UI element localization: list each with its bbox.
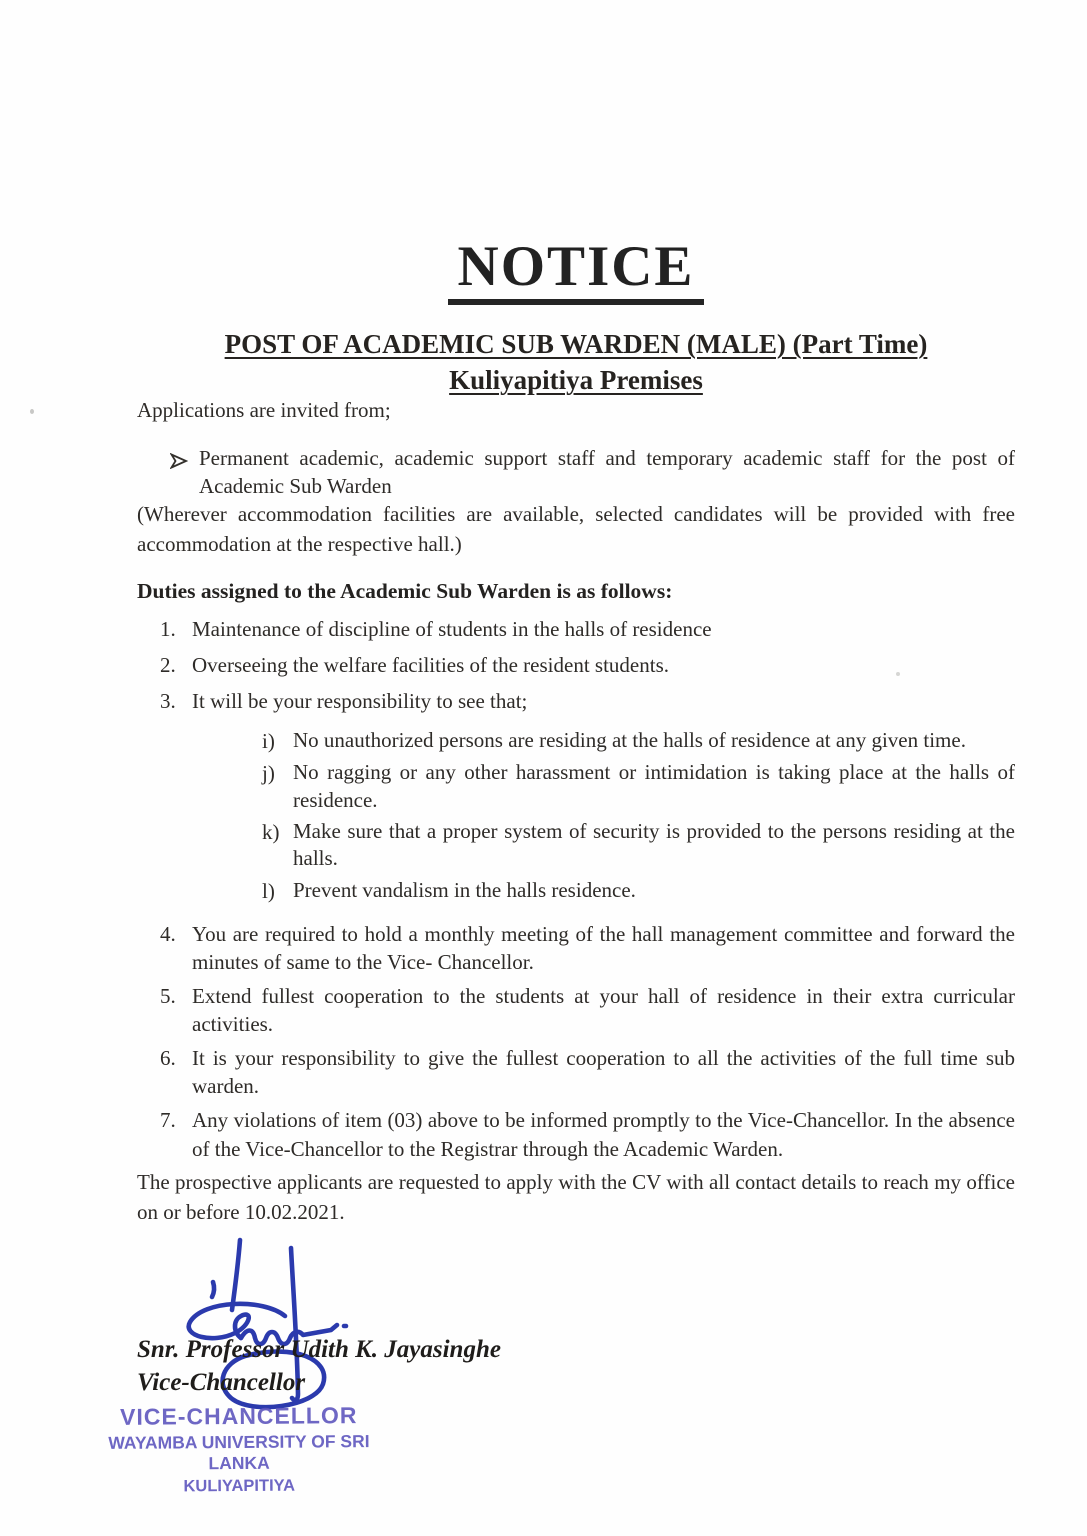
duty-number: 5. xyxy=(160,983,176,1008)
arrow-bullet-icon xyxy=(170,444,199,500)
premises-subtitle xyxy=(137,365,1015,396)
scan-artifact xyxy=(896,672,900,676)
intro-text: Applications are invited from; xyxy=(137,398,391,423)
page-title xyxy=(137,235,1015,305)
responsibility-sublist xyxy=(137,727,1015,904)
sub-duty-text: Prevent vandalism in the halls residence. xyxy=(293,877,636,902)
eligibility-bullet-text: Permanent academic, academic support staff and temporary academic staff for the post of Academic Sub Warden xyxy=(199,446,1015,499)
sub-duty-item-k xyxy=(137,818,1015,873)
sub-duty-item-l xyxy=(137,877,1015,905)
signatory-role: Vice-Chancellor xyxy=(137,1369,306,1396)
premises-subtitle-text: Kuliyapitiya Premises xyxy=(449,365,703,396)
duty-number: 1. xyxy=(160,616,176,641)
sub-duty-letter: i) xyxy=(262,729,275,754)
accommodation-note: (Wherever accommodation facilities are available, selected candidates will be provided with free accommodation at the respective hall.) xyxy=(137,502,1015,557)
page-title-text: NOTICE xyxy=(448,238,705,305)
duty-number: 6. xyxy=(160,1045,176,1070)
scan-artifact xyxy=(30,409,34,414)
sub-duty-letter: l) xyxy=(262,878,275,903)
duty-text: It is your responsibility to give the fullest cooperation to all the activities of the full time sub warden. xyxy=(192,1045,1015,1099)
stamp-line-3: KULIYAPITIYA xyxy=(183,1476,296,1496)
duty-item-5 xyxy=(137,982,1015,1039)
post-subtitle-text: POST OF ACADEMIC SUB WARDEN (MALE) (Part Time) xyxy=(224,329,928,359)
sub-duty-text: No ragging or any other harassment or intimidation is taking place at the halls of residence. xyxy=(293,760,1015,812)
stamp-line-1: VICE-CHANCELLOR xyxy=(120,1402,358,1430)
sub-duty-item-i xyxy=(137,727,1015,755)
sub-duty-letter: j) xyxy=(262,761,275,786)
sub-duty-text: Make sure that a proper system of security is provided to the persons residing at the halls. xyxy=(293,818,1015,871)
stamp-line-2: WAYAMBA UNIVERSITY OF SRI LANKA xyxy=(108,1431,370,1474)
sub-duty-text: No unauthorized persons are residing at the halls of residence at any given time. xyxy=(293,728,966,753)
eligibility-bullet-item xyxy=(137,444,1015,500)
duties-list xyxy=(137,615,1015,715)
duty-item-3 xyxy=(137,687,1015,715)
signatory-name: Snr. Professor Udith K. Jayasinghe xyxy=(137,1336,501,1363)
duty-text: Maintenance of discipline of students in the halls of residence xyxy=(192,616,712,641)
duty-item-1 xyxy=(137,615,1015,643)
duty-item-2 xyxy=(137,651,1015,679)
closing-text: The prospective applicants are requested to apply with the CV with all contact details to reach my office on or before 10.02.2021. xyxy=(137,1170,1015,1224)
duty-number: 3. xyxy=(160,689,176,714)
duty-text: Overseeing the welfare facilities of the resident students. xyxy=(192,653,669,678)
notice-text-block xyxy=(137,396,1015,1228)
duty-number: 4. xyxy=(160,921,176,946)
post-subtitle xyxy=(137,329,1015,360)
duties-heading: Duties assigned to the Academic Sub Warden is as follows: xyxy=(137,579,673,604)
duty-text: It will be your responsibility to see that; xyxy=(192,689,528,714)
duty-number: 7. xyxy=(160,1107,176,1132)
duty-item-4 xyxy=(137,920,1015,977)
duties-list-continued xyxy=(137,920,1015,1163)
duty-number: 2. xyxy=(160,653,176,678)
sub-duty-letter: k) xyxy=(262,819,280,844)
sub-duty-item-j xyxy=(137,759,1015,814)
office-stamp xyxy=(93,1401,386,1497)
duty-text: Extend fullest cooperation to the students at your hall of residence in their extra curricular activities. xyxy=(192,983,1015,1037)
duty-item-6 xyxy=(137,1044,1015,1101)
duty-item-7 xyxy=(137,1106,1015,1163)
duty-text: Any violations of item (03) above to be informed promptly to the Vice-Chancellor. In the absence of the Vice-Chancellor to the Registrar through the Academic Warden. xyxy=(192,1107,1015,1161)
duty-text: You are required to hold a monthly meeting of the hall management committee and forward the minutes of same to the Vice- Chancellor. xyxy=(192,921,1015,975)
